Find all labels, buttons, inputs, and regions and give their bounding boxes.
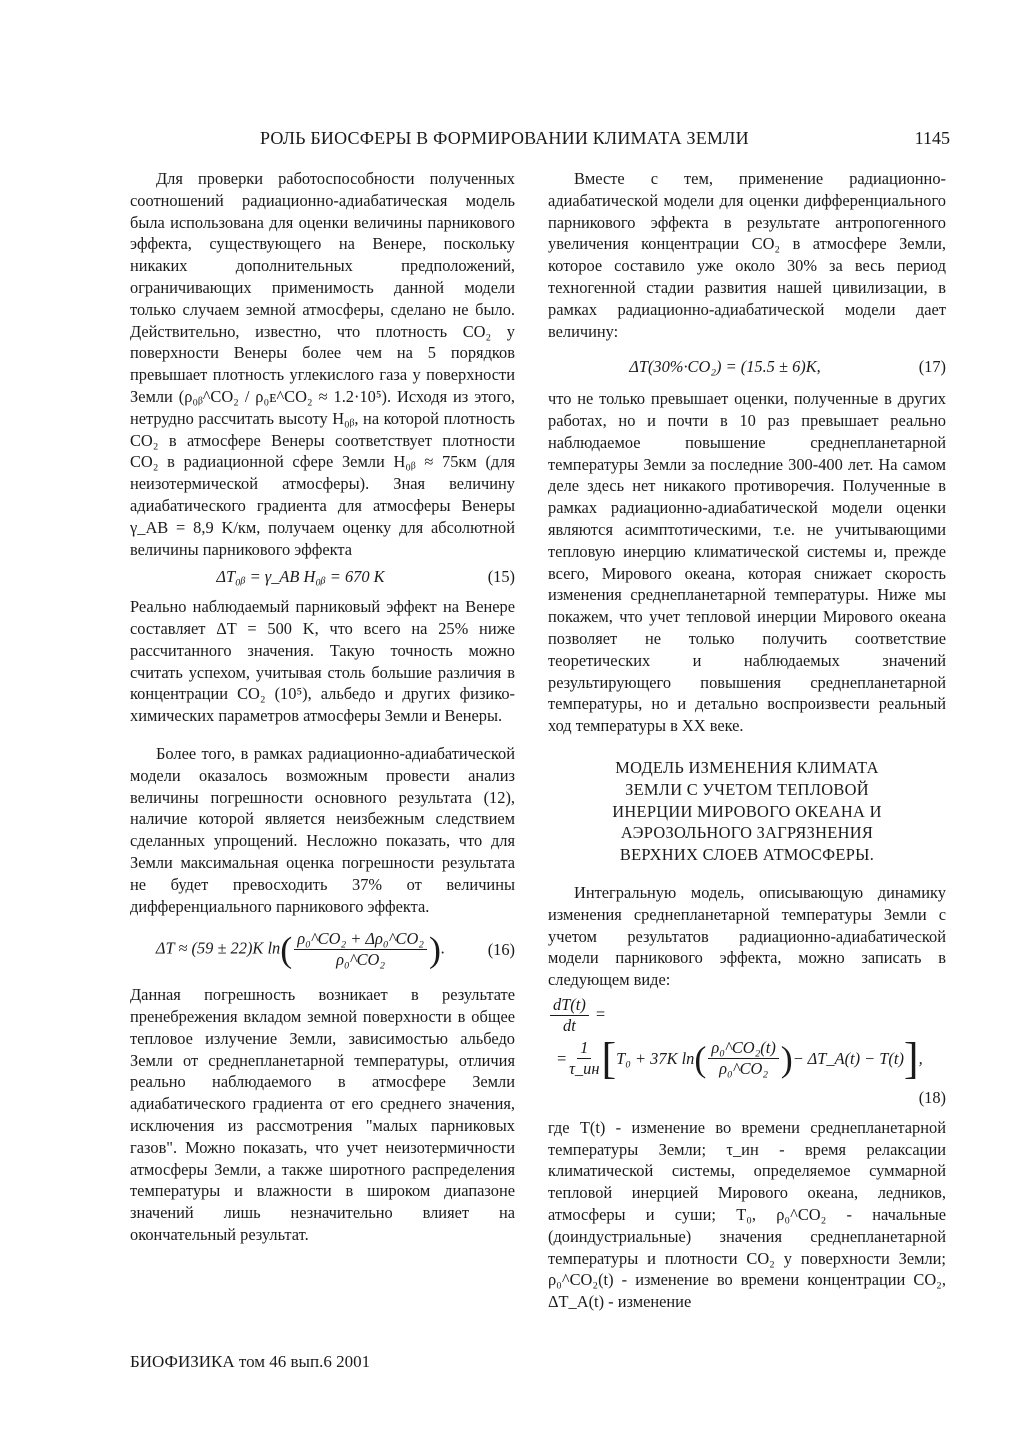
fraction-denominator: ρ₀^CO₂: [336, 950, 386, 970]
equals-sign: =: [594, 1004, 606, 1024]
paragraph: Реально наблюдаемый парниковый эффект на Венере составляет ΔT = 500 K, что всего на 25% ниже рассчитанного значения. Такую точность можно считать успехом, учитывая столь большие различия в концентрации CO₂ (10⁵), альбедо и других физико-химических параметров атмосферы Земли и Венеры.: [130, 597, 515, 726]
paragraph: Интегральную модель, описывающую динамику изменения среднепланетарной температуры Земли с учетом результатов радиационно-адиабатической модели парникового эффекта, можно записать в следующем виде:: [548, 882, 946, 990]
paragraph: Для проверки работоспособности полученных соотношений радиационно-адиабатическая модель была использована для оценки величины парникового эффекта, существующего на Венере, поскольку никаких дополнительных предположений, ограничивающих применимость данной модели только случаем земной атмосферы, сделано не было. Действительно, известно, что плотность CO₂ у поверхности Венеры более чем на 5 порядков превышает плотность углекислого газа у поверхности Земли (ρ₀ᵦ^CO₂ / ρ₀ᴇ^CO₂ ≈ 1.2·10⁵). Исходя из этого, нетрудно рассчитать высоту H₀ᵦ, на которой плотность CO₂ в атмосфере Венеры соответствует плотности CO₂ в радиационной сфере Земли H₀ᵦ ≈ 75км (для неизотермической атмосферы). Зная величину адиабатического градиента для атмосферы Венеры γ_AB = 8,9 K/км, получаем оценку для абсолютной величины парникового эффекта: [130, 169, 515, 559]
fraction-numerator: ρ₀^CO₂ + Δρ₀^CO₂: [294, 929, 427, 950]
section-title-line: ВЕРХНИХ СЛОЕВ АТМОСФЕРЫ.: [619, 845, 875, 865]
equation-expression: ΔT(30%·CO₂) = (15.5 ± 6)K,: [629, 357, 821, 377]
paragraph: что не только превышает оценки, полученные в других работах, но и почти в 10 раз превышает реально наблюдаемое повышение среднепланетарной температуры Земли за последние 300-400 лет. На самом деле здесь нет никакого противоречия. Полученные в рамках радиационно-адиабатической модели оценки являются асимптотическими, т.е. не учитывающими тепловую инерцию климатической системы и, прежде всего, Мирового океана, которая снижает скорость изменения среднепланетарной температуры. Ниже мы покажем, что учет тепловой инерции Мирового океана позволяет не только получить соответствие теоретических и наблюдаемых значений результирующего повышения среднепланетарной температуры, но и детально воспроизвести реальный ход температуры в XX веке.: [548, 389, 946, 736]
equation-expression: ΔT ≈ (59 ± 22)K ln( $\frac{\text{ρ₀\textasciicircum{}CO₂ + Δρ₀\textasciicircum{}CO₂}}{\text{ρ₀\textasciicircum{}CO₂}}$ ).: [155, 929, 446, 970]
section-title: [548, 757, 946, 866]
equals-sign: =: [556, 1048, 568, 1068]
equation-16: [130, 929, 515, 970]
paragraph: Вместе с тем, применение радиационно-адиабатической модели для оценки дифференциального парникового эффекта в результате антропогенного увеличения концентрации CO₂ в атмосфере Земли, которое составило уже около 30% за весь период техногенной стадии развития нашей цивилизации, в рамках радиационно-адиабатической модели дает величину:: [548, 169, 946, 341]
fraction-denominator: dt: [563, 1015, 576, 1035]
fraction-numerator: dT(t): [550, 995, 589, 1016]
paragraph: где T(t) - изменение во времени среднепланетарной температуры Земли; τ_ин - время релаксации климатической системы, определяемое суммарной тепловой инерцией Мирового океана, ледников, атмосферы и суши; T₀, ρ₀^CO₂ - начальные (доиндустриальные) значения среднепланетарной температуры и плотности CO₂ у поверхности Земли; ρ₀^CO₂(t) - изменение во времени концентрации CO₂, ΔT_A(t) - изменение: [548, 1117, 946, 1312]
paragraph: Данная погрешность возникает в результате пренебрежения вкладом земной поверхности в общее тепловое излучение Земли, зависимостью альбедо Земли от среднепланетарной температуры, отличия реально наблюдаемого в атмосфере Земли адиабатического градиента от его среднего значения, исключения из рассмотрения "малых парниковых газов". Можно показать, что учет неизотермичности атмосферы Земли, а также широтного распределения температуры и влажности в широком диапазоне значений лишь незначительно влияет на окончательный результат.: [130, 985, 515, 1245]
section-title-line: ЗЕМЛИ С УЧЕТОМ ТЕПЛОВОЙ: [625, 779, 869, 799]
equation-number: (15): [487, 567, 515, 587]
equation-number: (16): [487, 939, 515, 959]
fraction: [294, 929, 427, 970]
paragraph: Более того, в рамках радиационно-адиабатической модели оказалось возможным провести анализ величины погрешности основного результата (12), наличие которой является неизбежным следствием сделанных упрощений. Несложно показать, что для Земли максимальная оценка погрешности результата не будет превосходить 37% от величины дифференциального парникового эффекта.: [130, 743, 515, 916]
equation-number: (18): [918, 1087, 946, 1107]
running-title: РОЛЬ БИОСФЕРЫ В ФОРМИРОВАНИИ КЛИМАТА ЗЕМЛИ: [260, 128, 749, 148]
section-title-line: ИНЕРЦИИ МИРОВОГО ОКЕАНА И: [612, 801, 882, 821]
page-number: 1145: [914, 128, 950, 148]
equation-term: T₀ + 37K ln: [616, 1048, 695, 1068]
fraction-denominator: τ_ин: [569, 1059, 600, 1079]
equation-17: [548, 356, 946, 378]
section-title-line: МОДЕЛЬ ИЗМЕНЕНИЯ КЛИМАТА: [615, 757, 879, 777]
page-header: [130, 128, 950, 152]
equation-15: [130, 566, 515, 588]
equation-rhs: = $\frac{1}{\tau\_ин}$ [ T₀ + 37K ln ( $\frac{\text{ρ₀\textasciicircum{}CO₂(t)}}{\text{ρ₀\textasciicircum{}CO₂}}$ ) − ΔT_A(t) − T(t) ] ,: [556, 1033, 923, 1083]
equation-term: − ΔT_A(t) − T(t): [792, 1048, 904, 1068]
right-column: [548, 168, 946, 1313]
fraction: [708, 1038, 778, 1079]
fraction-denominator: ρ₀^CO₂: [719, 1059, 769, 1079]
fraction-numerator: 1: [577, 1038, 591, 1059]
footer-journal-info: БИОФИЗИКА том 46 вып.6 2001: [130, 1352, 371, 1371]
fraction-numerator: ρ₀^CO₂(t): [708, 1038, 778, 1059]
fraction: [550, 995, 589, 1036]
equation-lhs: [548, 995, 606, 1036]
equation-number: (17): [918, 357, 946, 377]
section-title-line: АЭРОЗОЛЬНОГО ЗАГРЯЗНЕНИЯ: [620, 823, 874, 843]
equation-expression: ΔT₀ᵦ = γ_AB H₀ᵦ = 670 K: [216, 567, 385, 587]
equation-18: [548, 995, 946, 1113]
equation-lhs: ΔT ≈ (59 ± 22)K ln: [155, 938, 281, 958]
left-column: [130, 168, 515, 1246]
fraction: [569, 1038, 599, 1079]
